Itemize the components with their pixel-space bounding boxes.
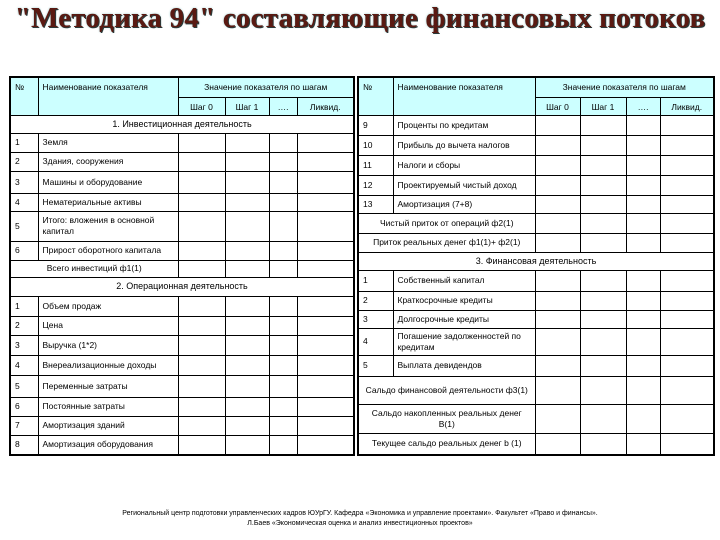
value-cell-step-more[interactable] (626, 376, 660, 404)
value-cell-step-0[interactable] (178, 241, 225, 260)
value-cell-step-liquid[interactable] (297, 397, 354, 416)
table-row (358, 328, 714, 355)
row-summary-name: Сальдо финансовой деятельности ф3(1) (358, 376, 535, 404)
row-number: 11 (358, 155, 393, 175)
value-cell-step-liquid[interactable] (660, 270, 714, 291)
value-cell-step-0[interactable] (178, 416, 225, 435)
value-cell-step-more[interactable] (269, 241, 297, 260)
value-cell-step-0[interactable] (535, 328, 580, 355)
header-step-liquid: Ликвид. (297, 97, 354, 115)
value-cell-step-liquid[interactable] (660, 328, 714, 355)
value-cell-step-more[interactable] (269, 316, 297, 335)
section-title: 1. Инвестиционная деятельность (10, 115, 354, 133)
value-cell-step-0[interactable] (535, 233, 580, 252)
value-cell-step-0[interactable] (535, 310, 580, 328)
row-summary-name: Всего инвестиций ф1(1) (10, 260, 178, 277)
header-name: Наименование показателя (38, 77, 178, 115)
value-cell-step-liquid[interactable] (660, 433, 714, 455)
table-row (10, 211, 354, 241)
value-cell-step-liquid[interactable] (660, 175, 714, 195)
value-cell-step-1[interactable] (580, 404, 626, 433)
page-title: "Методика 94" составляющие финансовых потоков (14, 2, 706, 34)
value-cell-step-0[interactable] (535, 115, 580, 135)
value-cell-step-0[interactable] (178, 211, 225, 241)
value-cell-step-0[interactable] (535, 376, 580, 404)
value-cell-step-1[interactable] (580, 355, 626, 376)
footer-line-2: Л.Баев «Экономическая оценка и анализ инвестиционных проектов» (247, 520, 473, 527)
value-cell-step-more[interactable] (626, 115, 660, 135)
header-num: № (358, 77, 393, 115)
table-row (358, 213, 714, 233)
value-cell-step-more[interactable] (269, 335, 297, 355)
value-cell-step-more[interactable] (626, 213, 660, 233)
table-row (10, 316, 354, 335)
value-cell-step-0[interactable] (178, 152, 225, 171)
value-cell-step-1[interactable] (225, 375, 269, 397)
value-cell-step-liquid[interactable] (297, 171, 354, 193)
row-name: Краткосрочные кредиты (393, 291, 535, 310)
table-row (358, 310, 714, 328)
value-cell-step-more[interactable] (626, 195, 660, 213)
value-cell-step-more[interactable] (269, 133, 297, 152)
value-cell-step-1[interactable] (225, 296, 269, 316)
row-number: 5 (10, 211, 38, 241)
value-cell-step-more[interactable] (626, 355, 660, 376)
header-num: № (10, 77, 38, 115)
value-cell-step-more[interactable] (269, 152, 297, 171)
section-row (358, 252, 714, 270)
value-cell-step-0[interactable] (178, 435, 225, 455)
header-step-more: …. (626, 97, 660, 115)
value-cell-step-liquid[interactable] (660, 233, 714, 252)
value-cell-step-more[interactable] (626, 291, 660, 310)
value-cell-step-1[interactable] (580, 115, 626, 135)
value-cell-step-liquid[interactable] (297, 211, 354, 241)
value-cell-step-0[interactable] (178, 171, 225, 193)
row-number: 4 (10, 355, 38, 375)
left-table (9, 76, 355, 456)
value-cell-step-liquid[interactable] (660, 213, 714, 233)
row-name: Цена (38, 316, 178, 335)
value-cell-step-liquid[interactable] (297, 193, 354, 211)
value-cell-step-1[interactable] (225, 260, 269, 277)
row-name: Амортизация (7+8) (393, 195, 535, 213)
value-cell-step-more[interactable] (626, 135, 660, 155)
value-cell-step-more[interactable] (269, 375, 297, 397)
value-cell-step-liquid[interactable] (660, 155, 714, 175)
value-cell-step-1[interactable] (580, 376, 626, 404)
row-number: 7 (10, 416, 38, 435)
value-cell-step-1[interactable] (225, 397, 269, 416)
row-name: Долгосрочные кредиты (393, 310, 535, 328)
value-cell-step-0[interactable] (535, 291, 580, 310)
row-summary-name: Приток реальных денег ф1(1)+ ф2(1) (358, 233, 535, 252)
value-cell-step-liquid[interactable] (297, 241, 354, 260)
value-cell-step-0[interactable] (535, 155, 580, 175)
row-name: Земля (38, 133, 178, 152)
value-cell-step-more[interactable] (269, 193, 297, 211)
value-cell-step-liquid[interactable] (660, 376, 714, 404)
header-values: Значение показателя по шагам (178, 77, 354, 97)
value-cell-step-more[interactable] (269, 435, 297, 455)
value-cell-step-1[interactable] (225, 152, 269, 171)
value-cell-step-1[interactable] (580, 291, 626, 310)
value-cell-step-1[interactable] (580, 433, 626, 455)
value-cell-step-more[interactable] (269, 296, 297, 316)
row-name: Постоянные затраты (38, 397, 178, 416)
value-cell-step-0[interactable] (178, 335, 225, 355)
section-title: 3. Финансовая деятельность (358, 252, 714, 270)
value-cell-step-1[interactable] (580, 175, 626, 195)
value-cell-step-1[interactable] (225, 316, 269, 335)
value-cell-step-0[interactable] (178, 397, 225, 416)
value-cell-step-0[interactable] (178, 193, 225, 211)
value-cell-step-1[interactable] (580, 310, 626, 328)
footer-line-1: Региональный центр подготовки управленческих кадров ЮУрГУ. Кафедра «Экономика и управление проектами». Факультет «Право и финансы». (122, 510, 598, 517)
table-row (358, 175, 714, 195)
table-row (10, 152, 354, 171)
header-step-liquid: Ликвид. (660, 97, 714, 115)
value-cell-step-more[interactable] (626, 175, 660, 195)
value-cell-step-liquid[interactable] (297, 375, 354, 397)
value-cell-step-0[interactable] (535, 213, 580, 233)
value-cell-step-liquid[interactable] (297, 260, 354, 277)
row-name: Нематериальные активы (38, 193, 178, 211)
value-cell-step-more[interactable] (269, 211, 297, 241)
value-cell-step-liquid[interactable] (660, 355, 714, 376)
value-cell-step-liquid[interactable] (297, 296, 354, 316)
row-number: 6 (10, 241, 38, 260)
section-title: 2. Операционная деятельность (10, 277, 354, 296)
value-cell-step-liquid[interactable] (660, 291, 714, 310)
value-cell-step-1[interactable] (225, 435, 269, 455)
row-name: Объем продаж (38, 296, 178, 316)
value-cell-step-more[interactable] (269, 397, 297, 416)
value-cell-step-0[interactable] (535, 270, 580, 291)
header-step-1: Шаг 1 (580, 97, 626, 115)
row-number: 10 (358, 135, 393, 155)
value-cell-step-1[interactable] (225, 335, 269, 355)
value-cell-step-more[interactable] (626, 155, 660, 175)
row-summary-name: Чистый приток от операций ф2(1) (358, 213, 535, 233)
row-number: 4 (10, 193, 38, 211)
value-cell-step-more[interactable] (269, 171, 297, 193)
table-row (10, 335, 354, 355)
value-cell-step-0[interactable] (535, 355, 580, 376)
value-cell-step-0[interactable] (535, 175, 580, 195)
table-row (10, 171, 354, 193)
row-number: 2 (10, 152, 38, 171)
row-name: Выплата девидендов (393, 355, 535, 376)
table-row (10, 296, 354, 316)
value-cell-step-liquid[interactable] (297, 435, 354, 455)
table-row (10, 241, 354, 260)
value-cell-step-liquid[interactable] (297, 316, 354, 335)
table-row (358, 433, 714, 455)
row-name: Амортизация зданий (38, 416, 178, 435)
value-cell-step-0[interactable] (178, 296, 225, 316)
header-values: Значение показателя по шагам (535, 77, 714, 97)
row-number: 6 (10, 397, 38, 416)
value-cell-step-1[interactable] (580, 213, 626, 233)
value-cell-step-more[interactable] (626, 310, 660, 328)
row-number: 3 (358, 310, 393, 328)
footer (0, 509, 720, 529)
header-step-1: Шаг 1 (225, 97, 269, 115)
row-name: Прибыль до вычета налогов (393, 135, 535, 155)
value-cell-step-0[interactable] (178, 316, 225, 335)
value-cell-step-1[interactable] (225, 133, 269, 152)
row-name: Здания, сооружения (38, 152, 178, 171)
value-cell-step-more[interactable] (626, 270, 660, 291)
value-cell-step-liquid[interactable] (660, 404, 714, 433)
value-cell-step-liquid[interactable] (297, 152, 354, 171)
table-row (358, 291, 714, 310)
row-name: Проектируемый чистый доход (393, 175, 535, 195)
value-cell-step-0[interactable] (178, 133, 225, 152)
row-number: 4 (358, 328, 393, 355)
table-row (10, 416, 354, 435)
value-cell-step-1[interactable] (225, 416, 269, 435)
value-cell-step-liquid[interactable] (297, 335, 354, 355)
value-cell-step-0[interactable] (178, 355, 225, 375)
value-cell-step-1[interactable] (580, 195, 626, 213)
value-cell-step-1[interactable] (225, 241, 269, 260)
row-summary-name: Текущее сальдо реальных денег b (1) (358, 433, 535, 455)
right-table (357, 76, 715, 456)
value-cell-step-liquid[interactable] (660, 115, 714, 135)
table-row (358, 115, 714, 135)
table-row (358, 376, 714, 404)
section-row (10, 115, 354, 133)
row-name: Погашение задолженностей по кредитам (393, 328, 535, 355)
header-step-more: …. (269, 97, 297, 115)
row-number: 9 (358, 115, 393, 135)
value-cell-step-more[interactable] (626, 233, 660, 252)
value-cell-step-liquid[interactable] (297, 416, 354, 435)
header-step-0: Шаг 0 (178, 97, 225, 115)
row-number: 1 (10, 296, 38, 316)
table-row (358, 195, 714, 213)
value-cell-step-1[interactable] (225, 211, 269, 241)
row-name: Налоги и сборы (393, 155, 535, 175)
row-number: 5 (358, 355, 393, 376)
table-row (10, 375, 354, 397)
row-number: 5 (10, 375, 38, 397)
value-cell-step-0[interactable] (178, 260, 225, 277)
value-cell-step-more[interactable] (269, 416, 297, 435)
row-name: Внереализационные доходы (38, 355, 178, 375)
row-number: 2 (10, 316, 38, 335)
value-cell-step-more[interactable] (626, 404, 660, 433)
row-number: 1 (358, 270, 393, 291)
value-cell-step-liquid[interactable] (297, 355, 354, 375)
table-row (358, 404, 714, 433)
value-cell-step-more[interactable] (269, 260, 297, 277)
value-cell-step-1[interactable] (225, 193, 269, 211)
row-number: 8 (10, 435, 38, 455)
value-cell-step-1[interactable] (580, 155, 626, 175)
row-name: Переменные затраты (38, 375, 178, 397)
row-summary-name: Сальдо накопленных реальных денег В(1) (358, 404, 535, 433)
value-cell-step-liquid[interactable] (660, 195, 714, 213)
table-row (358, 355, 714, 376)
table-row (358, 155, 714, 175)
value-cell-step-more[interactable] (269, 355, 297, 375)
value-cell-step-0[interactable] (535, 195, 580, 213)
row-number: 2 (358, 291, 393, 310)
table-row (10, 435, 354, 455)
table-row (358, 270, 714, 291)
row-number: 13 (358, 195, 393, 213)
value-cell-step-1[interactable] (580, 270, 626, 291)
table-row (10, 260, 354, 277)
value-cell-step-liquid[interactable] (660, 310, 714, 328)
value-cell-step-1[interactable] (580, 135, 626, 155)
row-number: 3 (10, 335, 38, 355)
row-number: 3 (10, 171, 38, 193)
table-row (10, 193, 354, 211)
row-name: Машины и оборудование (38, 171, 178, 193)
value-cell-step-1[interactable] (225, 355, 269, 375)
value-cell-step-0[interactable] (535, 404, 580, 433)
table-row (10, 355, 354, 375)
value-cell-step-liquid[interactable] (297, 133, 354, 152)
value-cell-step-0[interactable] (535, 433, 580, 455)
section-row (10, 277, 354, 296)
row-name: Выручка (1*2) (38, 335, 178, 355)
header-step-0: Шаг 0 (535, 97, 580, 115)
value-cell-step-more[interactable] (626, 433, 660, 455)
value-cell-step-0[interactable] (535, 135, 580, 155)
value-cell-step-1[interactable] (225, 171, 269, 193)
header-name: Наименование показателя (393, 77, 535, 115)
value-cell-step-0[interactable] (178, 375, 225, 397)
table-row (10, 133, 354, 152)
row-name: Проценты по кредитам (393, 115, 535, 135)
table-row (10, 397, 354, 416)
row-name: Собственный капитал (393, 270, 535, 291)
row-name: Амортизация оборудования (38, 435, 178, 455)
row-number: 1 (10, 133, 38, 152)
row-name: Прирост оборотного капитала (38, 241, 178, 260)
value-cell-step-liquid[interactable] (660, 135, 714, 155)
value-cell-step-1[interactable] (580, 233, 626, 252)
row-number: 12 (358, 175, 393, 195)
value-cell-step-more[interactable] (626, 328, 660, 355)
row-name: Итого: вложения в основной капитал (38, 211, 178, 241)
table-row (358, 135, 714, 155)
table-row (358, 233, 714, 252)
value-cell-step-1[interactable] (580, 328, 626, 355)
